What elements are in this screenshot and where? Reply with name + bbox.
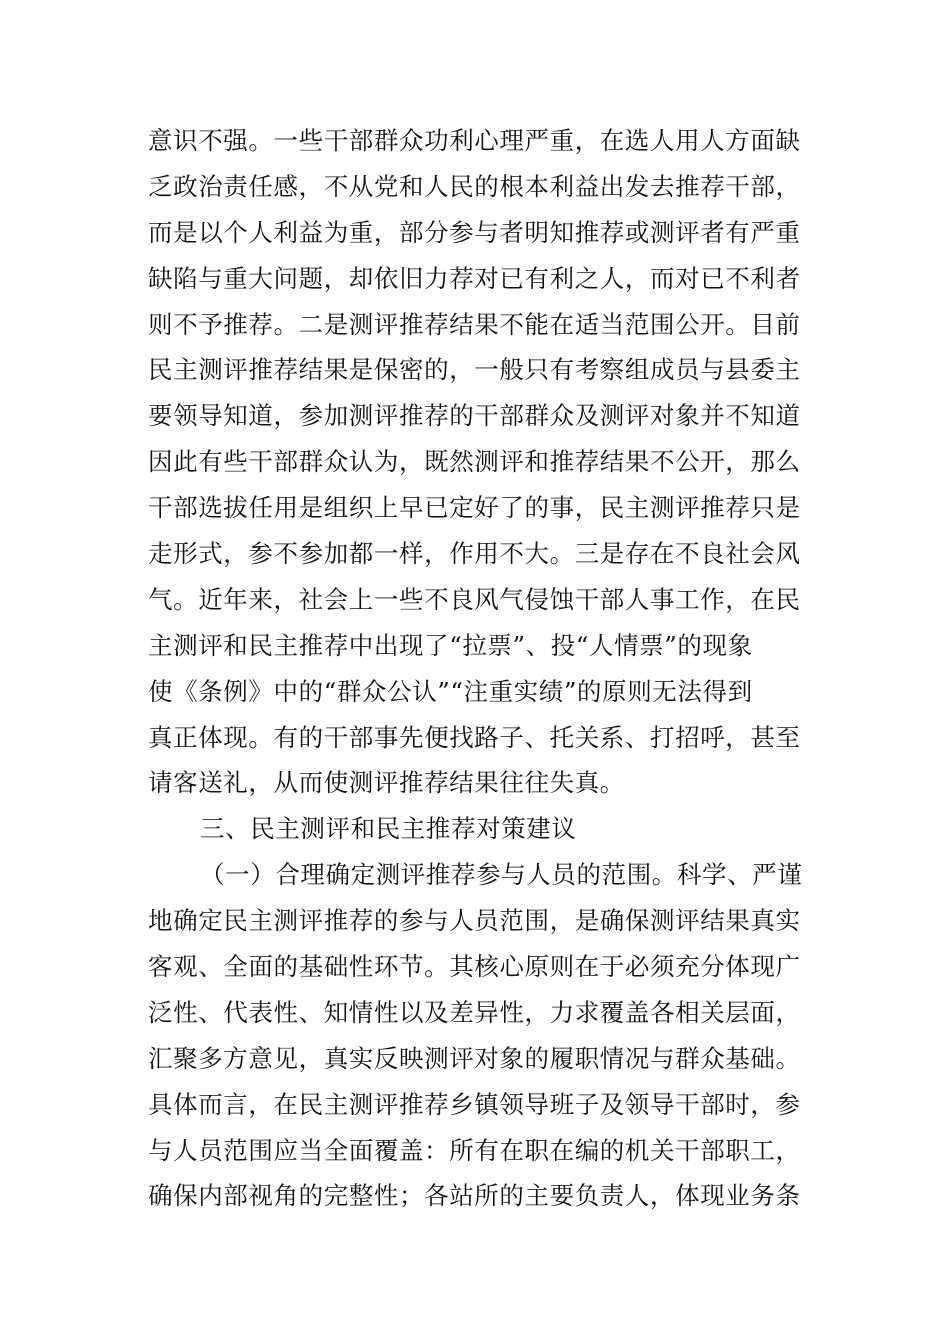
document-body [148, 118, 808, 1219]
text-line: 乏政治责任感，不从党和人民的根本利益出发去推荐干部， [148, 171, 801, 201]
text-line: 真正体现。有的干部事先便找路子、托关系、打招呼，甚至 [148, 722, 801, 752]
text-line: 意识不强。一些干部群众功利心理严重，在选人用人方面缺 [148, 126, 801, 155]
text-line: 因此有些干部群众认为，既然测评和推荐结果不公开，那么 [148, 447, 801, 477]
text-line: 民主测评推荐结果是保密的，一般只有考察组成员与县委主 [148, 355, 801, 385]
paragraph-measures [148, 852, 808, 1219]
text-line: 泛性、代表性、知情性以及差异性，力求覆盖各相关层面， [148, 997, 801, 1027]
text-line: 要领导知道，参加测评推荐的干部群众及测评对象并不知道 [148, 401, 801, 431]
text-line: 缺陷与重大问题，却依旧力荐对已有利之人，而对已不利者 [148, 263, 801, 293]
text-line: 而是以个人利益为重，部分参与者明知推荐或测评者有严重 [148, 217, 801, 247]
text-line: 客观、全面的基础性环节。其核心原则在于必须充分体现广 [148, 952, 801, 982]
text-line: 汇聚多方意见，真实反映测评对象的履职情况与群众基础。 [148, 1043, 801, 1073]
text-line: 与人员范围应当全面覆盖：所有在职在编的机关干部职工， [148, 1135, 801, 1165]
text-line: 地确定民主测评推荐的参与人员范围，是确保测评结果真实 [148, 906, 801, 936]
text-line: 使《条例》中的“群众公认”“注重实绩”的原则无法得到 [148, 676, 753, 706]
text-line: 主测评和民主推荐中出现了“拉票”、投“人情票”的现象 [148, 630, 753, 660]
text-line: （一）合理确定测评推荐参与人员的范围。科学、严谨 [200, 860, 803, 890]
text-line: 气。近年来，社会上一些不良风气侵蚀干部人事工作，在民 [148, 584, 801, 614]
text-line: 则不予推荐。二是测评推荐结果不能在适当范围公开。目前 [148, 309, 801, 339]
text-line: 具体而言，在民主测评推荐乡镇领导班子及领导干部时，参 [148, 1089, 801, 1119]
text-line: 干部选拔任用是组织上早已定好了的事，民主测评推荐只是 [148, 493, 801, 523]
text-line: 走形式，参不参加都一样，作用不大。三是存在不良社会风 [148, 539, 801, 569]
text-line: 确保内部视角的完整性；各站所的主要负责人，体现业务条 [148, 1181, 801, 1211]
text-line: 请客送礼，从而使测评推荐结果往往失真。 [148, 768, 625, 798]
paragraph-continuation [148, 118, 808, 806]
section-heading: 三、民主测评和民主推荐对策建议 [200, 814, 577, 844]
